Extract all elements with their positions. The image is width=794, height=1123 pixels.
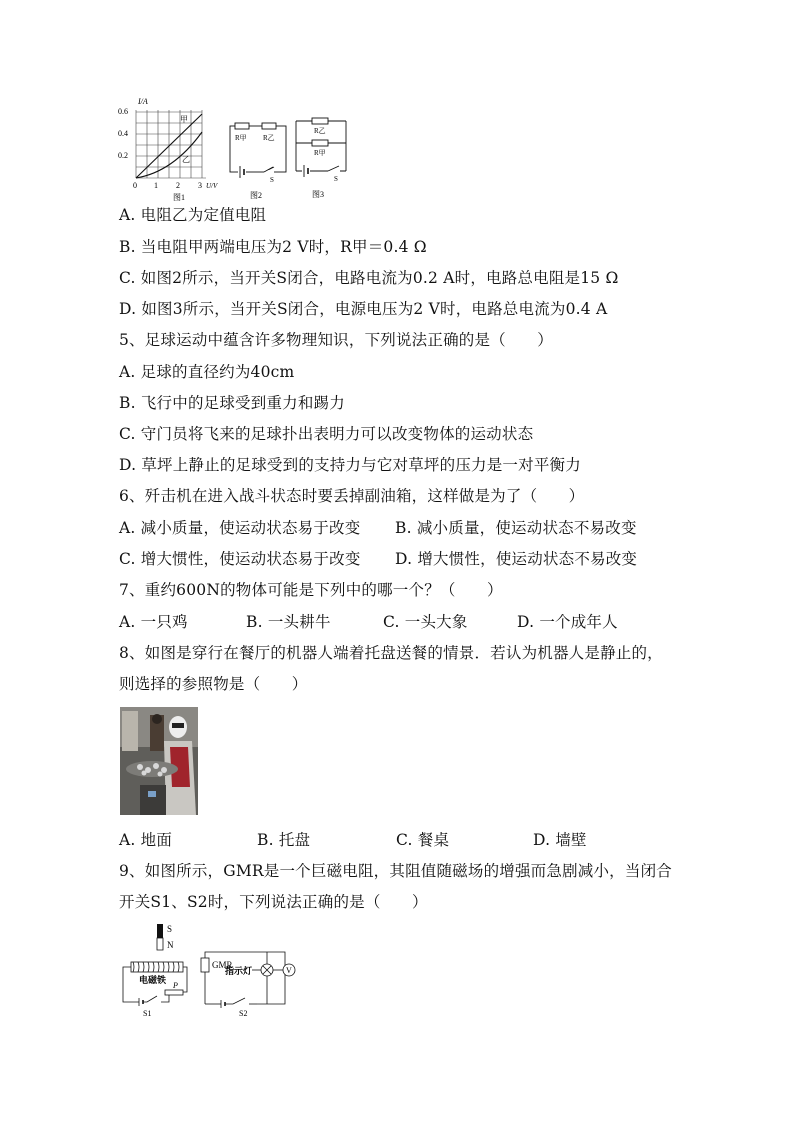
q6-option-c: C. 增大惯性，使运动状态易于改变 [119,550,361,568]
switch-s2-label: S2 [239,1009,248,1018]
fig1-ytick: 0.4 [118,129,128,138]
fig1-xtick: 0 [133,181,137,190]
fig3-caption: 图3 [312,190,324,199]
figure-3-parallel-circuit [290,113,352,200]
fig1-xlabel: U/V [206,182,218,190]
q7-option-c: C. 一头大象 [383,613,468,631]
fig2-r1-label: R甲 [235,134,247,142]
q4-option-b: B. 当电阻甲两端电压为2 V时，R甲＝0.4 Ω [119,238,427,256]
fig1-ytick: 0.6 [118,107,128,116]
fig1-xtick: 1 [154,181,158,190]
q7-option-a: A. 一只鸡 [119,613,188,631]
q9-stem-line-2: 开关S1、S2时，下列说法正确的是（ ） [119,893,428,911]
q7-option-b: B. 一头耕牛 [246,613,331,631]
q8-option-a: A. 地面 [119,831,173,849]
q6-stem: 6、歼击机在进入战斗状态时要丢掉副油箱，这样做是为了（ ） [119,487,585,505]
fig1-line-a-label: 甲 [180,115,188,124]
magnet-pole-s: S [167,924,173,934]
q5-stem: 5、足球运动中蕴含许多物理知识，下列说法正确的是（ ） [119,331,553,349]
fig1-xtick: 3 [198,181,202,190]
magnet-pole-n: N [167,940,174,950]
q6-option-a: A. 减小质量，使运动状态易于改变 [119,519,361,537]
q8-option-c: C. 餐桌 [396,831,450,849]
q4-option-c: C. 如图2所示，当开关S闭合，电路电流为0.2 A时，电路总电阻是15 Ω [119,269,619,287]
fig1-line-b-label: 乙 [182,155,190,164]
fig1-ytick: 0.2 [118,151,128,160]
fig2-r2-label: R乙 [263,134,275,142]
indicator-lamp-label: 指示灯 [225,966,253,976]
voltmeter-label: V [286,966,292,975]
q8-option-b: B. 托盘 [257,831,311,849]
fig2-switch-label: S [270,176,274,184]
q6-option-d: D. 增大惯性，使运动状态不易改变 [395,550,638,568]
gmr-label: GMR [212,960,233,970]
q5-option-d: D. 草坪上静止的足球受到的支持力与它对草坪的压力是一对平衡力 [119,456,581,474]
fig1-xtick: 2 [176,181,180,190]
q6-option-b: B. 减小质量，使运动状态不易改变 [395,519,637,537]
q5-option-c: C. 守门员将飞来的足球扑出表明力可以改变物体的运动状态 [119,425,534,443]
q8-stem-line-1: 8、如图是穿行在餐厅的机器人端着托盘送餐的情景．若认为机器人是静止的， [119,644,663,662]
q5-option-b: B. 飞行中的足球受到重力和踢力 [119,394,345,412]
robot-waiter-photo [120,707,198,815]
slider-p-label: P [173,981,178,990]
q7-stem: 7、重约600N的物体可能是下列中的哪一个？（ ） [119,581,503,599]
fig1-ylabel: I/A [138,97,148,106]
electromagnet-label: 电磁铁 [139,975,167,985]
figure-2-series-circuit [226,118,290,200]
gmr-circuit-figure [117,922,307,1018]
q9-stem-line-1: 9、如图所示，GMR是一个巨磁电阻，其阻值随磁场的增强而急剧减小，当闭合 [119,862,672,880]
q4-option-a: A. 电阻乙为定值电阻 [119,206,267,224]
fig3-r2-label: R甲 [314,149,326,157]
figure-1-iu-graph [118,92,218,202]
q7-option-d: D. 一个成年人 [517,613,618,631]
q4-option-d: D. 如图3所示，当开关S闭合，电源电压为2 V时，电路总电流为0.4 A [119,300,608,318]
fig2-caption: 图2 [250,191,262,200]
fig1-caption: 图1 [173,193,185,202]
fig3-switch-label: S [334,175,338,183]
q5-option-a: A. 足球的直径约为40cm [119,363,295,381]
switch-s1-label: S1 [143,1009,152,1018]
fig3-r1-label: R乙 [314,127,326,135]
q8-stem-line-2: 则选择的参照物是（ ） [119,675,308,693]
q8-option-d: D. 墙壁 [533,831,587,849]
